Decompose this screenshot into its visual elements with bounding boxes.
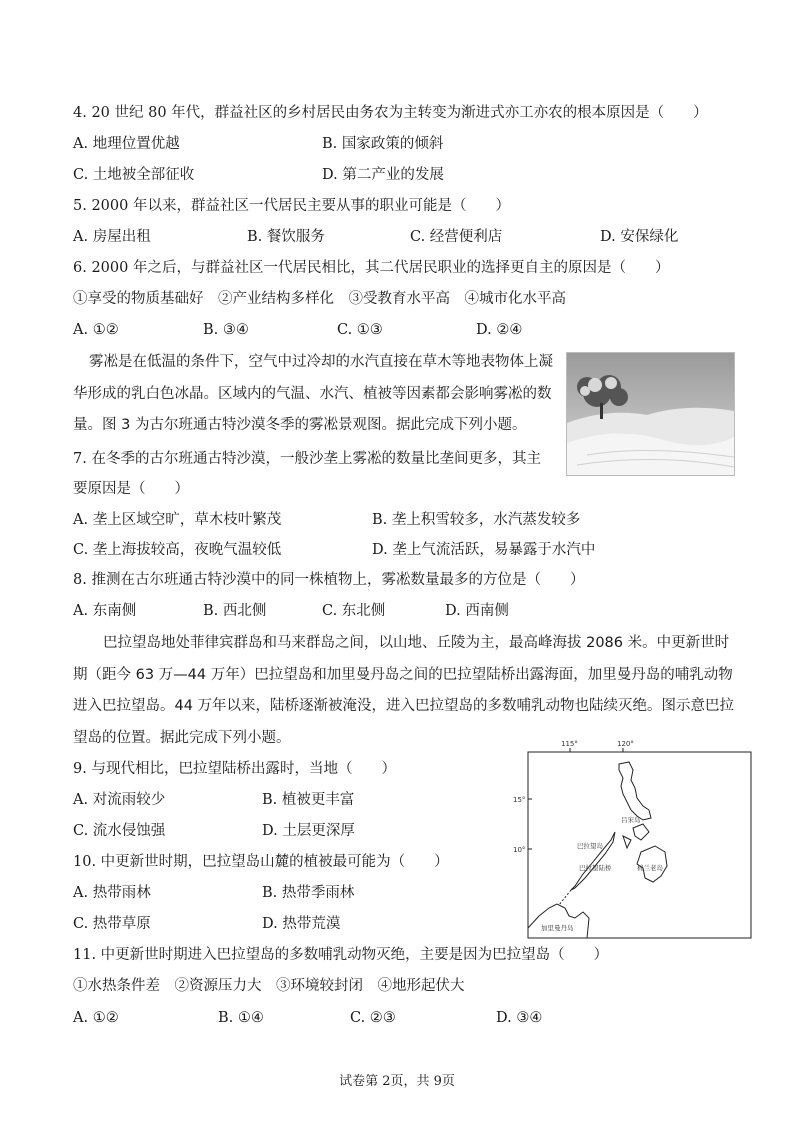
mindanao-label: 棉兰老岛	[637, 864, 663, 872]
q5-option-b: B. 餐饮服务	[247, 229, 325, 245]
q10-option-d: D. 热带荒漠	[262, 916, 341, 932]
q7-stem-line1: 7. 在冬季的古尔班通古特沙漠，一般沙垄上雾凇的数量比垄间更多，其主	[73, 451, 541, 467]
q9-stem: 9. 与现代相比，巴拉望陆桥出露时，当地（ ）	[73, 761, 396, 777]
q6-option-d: D. ②④	[476, 322, 523, 338]
palawan-label: 巴拉望岛	[577, 842, 603, 850]
q7-option-a: A. 垄上区域空旷，草木枝叶繁茂	[73, 512, 282, 528]
q5-option-c: C. 经营便利店	[410, 229, 503, 245]
q4-option-a: A. 地理位置优越	[73, 136, 180, 152]
q11-stem: 11. 中更新世时期进入巴拉望岛的多数哺乳动物灭绝，主要是因为巴拉望岛（ ）	[73, 947, 609, 963]
borneo-label: 加里曼丹岛	[541, 924, 574, 932]
q8-option-d: D. 西南侧	[445, 603, 509, 619]
q6-stem: 6. 2000 年之后，与群益社区一代居民相比，其二代居民职业的选择更自主的原因是（ ）	[73, 260, 670, 276]
q8-stem: 8. 推测在古尔班通古特沙漠中的同一株植物上，雾凇数量最多的方位是（ ）	[73, 572, 585, 588]
lon-115-label: 115°	[561, 740, 578, 748]
q7-option-b: B. 垄上积雪较多，水汽蒸发较多	[372, 512, 581, 528]
q10-option-b: B. 热带季雨林	[262, 885, 355, 901]
q5-stem: 5. 2000 年以来，群益社区一代居民主要从事的职业可能是（ ）	[73, 198, 510, 214]
passage-rime: 雾凇是在低温的条件下，空气中过冷却的水汽直接在草木等地表物体上凝华形成的乳白色冰晶。区域内的气温、水汽、植被等因素都会影响雾凇的数量。图 3 为古尔班通古特沙漠冬季的雾凇景观图。据此完成下列小题。	[73, 354, 553, 433]
q8-option-c: C. 东北侧	[322, 603, 386, 619]
q6-option-c: C. ①③	[337, 322, 383, 338]
land-bridge-label: 巴拉望陆桥	[579, 864, 612, 872]
q9-option-c: C. 流水侵蚀强	[73, 823, 166, 839]
q7-option-c: C. 垄上海拔较高，夜晚气温较低	[73, 542, 282, 558]
q11-items: ①水热条件差 ②资源压力大 ③环境较封闭 ④地形起伏大	[73, 978, 465, 994]
lat-15-label: 15°	[513, 796, 526, 804]
q4-stem: 4. 20 世纪 80 年代，群益社区的乡村居民由务农为主转变为渐进式亦工亦农的根本原因是（ ）	[73, 105, 708, 121]
q11-option-b: B. ①④	[218, 1010, 264, 1026]
q10-option-c: C. 热带草原	[73, 916, 151, 932]
q7-option-d: D. 垄上气流活跃，易暴露于水汽中	[372, 542, 596, 558]
page-footer: 试卷第 2页，共 9页	[339, 1074, 455, 1089]
lat-10-label: 10°	[513, 846, 526, 854]
q4-option-c: C. 土地被全部征收	[73, 167, 195, 183]
q11-option-d: D. ③④	[496, 1010, 543, 1026]
rime-landscape-photo	[566, 352, 735, 476]
q9-option-d: D. 土层更深厚	[262, 823, 355, 839]
q7-stem-line2: 要原因是（ ）	[73, 481, 189, 497]
passage-palawan: 巴拉望岛地处菲律宾群岛和马来群岛之间，以山地、丘陵为主，最高峰海拔 2086 米。中更新世时期（距今 63 万—44 万年）巴拉望岛和加里曼丹岛之间的巴拉望陆桥出露海面，加里曼丹岛的哺乳动物进入巴拉望岛。44 万年以来，陆桥逐渐被淹没，进入巴拉望岛的多数哺乳动物也陆续灭绝。图示意巴拉望岛的位置。据此完成下列小题。	[73, 635, 735, 746]
q11-option-c: C. ②③	[350, 1010, 396, 1026]
q8-option-a: A. 东南侧	[73, 603, 137, 619]
q4-option-d: D. 第二产业的发展	[322, 167, 444, 183]
palawan-location-map	[513, 740, 755, 940]
lon-120-label: 120°	[617, 740, 634, 748]
q6-option-a: A. ①②	[73, 322, 119, 338]
q9-option-b: B. 植被更丰富	[262, 792, 355, 808]
q9-option-a: A. 对流雨较少	[73, 792, 166, 808]
q5-option-a: A. 房屋出租	[73, 229, 151, 245]
q11-option-a: A. ①②	[73, 1010, 119, 1026]
q10-option-a: A. 热带雨林	[73, 885, 151, 901]
q6-option-b: B. ③④	[203, 322, 249, 338]
luzon-label: 吕宋岛	[621, 816, 641, 824]
q5-option-d: D. 安保绿化	[600, 229, 679, 245]
q6-items: ①享受的物质基础好 ②产业结构多样化 ③受教育水平高 ④城市化水平高	[73, 291, 566, 307]
q4-option-b: B. 国家政策的倾斜	[322, 136, 444, 152]
q8-option-b: B. 西北侧	[203, 603, 267, 619]
q10-stem: 10. 中更新世时期，巴拉望岛山麓的植被最可能为（ ）	[73, 854, 449, 870]
